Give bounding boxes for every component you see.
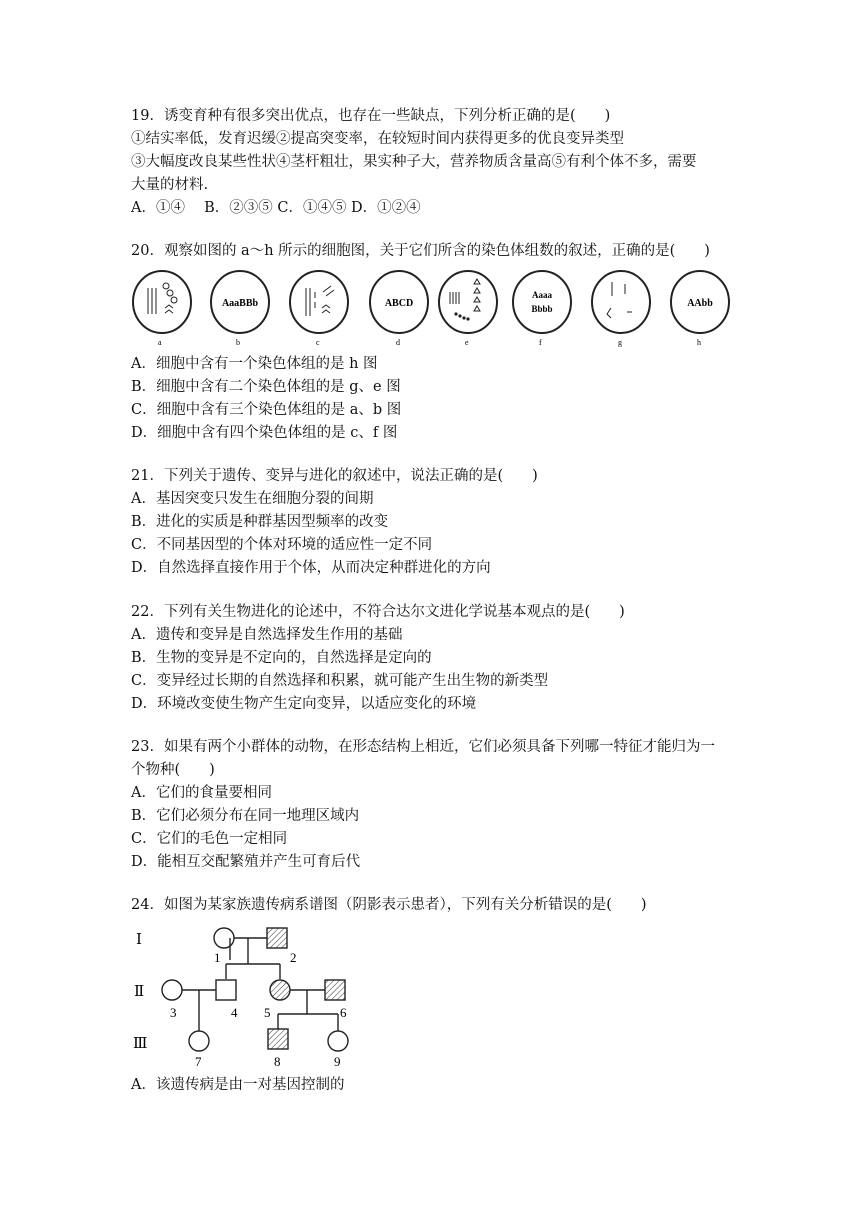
individual-label-3: 3 bbox=[170, 1005, 177, 1020]
q22-option-c: C．变异经过长期的自然选择和积累，就可能产生出生物的新类型 bbox=[131, 673, 549, 689]
cell-label-e: e bbox=[465, 338, 469, 347]
q21-stem: 21．下列关于遗传、变异与进化的叙述中，说法正确的是( ) bbox=[131, 468, 538, 484]
cell-content-f-2: Bbbb bbox=[531, 304, 553, 314]
cell-content-f-1: Aaaa bbox=[532, 290, 552, 300]
individual-label-1: 1 bbox=[214, 950, 221, 965]
q20-option-d: D．细胞中含有四个染色体组的是 c、f 图 bbox=[131, 425, 398, 441]
cell-content-h: AAbb bbox=[687, 298, 713, 309]
q20-option-c: C．细胞中含有三个染色体组的是 a、b 图 bbox=[131, 402, 402, 418]
individual-label-9: 9 bbox=[334, 1054, 341, 1069]
q23-option-c: C．它们的毛色一定相同 bbox=[131, 831, 288, 847]
cell-label-b: b bbox=[236, 338, 240, 347]
cell-label-d: d bbox=[396, 338, 400, 347]
q23-option-d: D．能相互交配繁殖并产生可育后代 bbox=[131, 854, 361, 870]
cell-content-b: AaaBBb bbox=[221, 298, 259, 309]
individual-4-male bbox=[216, 980, 236, 1000]
individual-5-female-affected bbox=[270, 980, 290, 1000]
q21-option-b: B．进化的实质是种群基因型频率的改变 bbox=[131, 514, 389, 530]
cell-c bbox=[290, 271, 348, 347]
q22-option-d: D．环境改变使生物产生定向变异，以适应变化的环境 bbox=[131, 696, 477, 712]
cell-e bbox=[439, 271, 497, 347]
q24-stem: 24．如图为某家族遗传病系谱图（阴影表示患者），下列有关分析错误的是( ) bbox=[131, 897, 647, 913]
q21-option-c: C．不同基因型的个体对环境的适应性一定不同 bbox=[131, 537, 433, 553]
q22-stem: 22．下列有关生物进化的论述中，不符合达尔文进化学说基本观点的是( ) bbox=[131, 604, 625, 620]
individual-6-male-affected bbox=[325, 980, 345, 1000]
individual-1-female bbox=[214, 928, 234, 948]
q21-option-d: D．自然选择直接作用于个体，从而决定种群进化的方向 bbox=[131, 560, 491, 576]
cell-label-f: f bbox=[539, 338, 542, 347]
individual-label-2: 2 bbox=[290, 950, 297, 965]
q19-line-1: ①结实率低，发育迟缓②提高突变率，在较短时间内获得更多的优良变异类型 bbox=[131, 131, 624, 147]
q19-line-3: 大量的材料. bbox=[131, 177, 209, 193]
q19-stem: 19．诱变育种有很多突出优点，也存在一些缺点，下列分析正确的是( ) bbox=[131, 108, 611, 124]
generation-label-3: Ⅲ bbox=[133, 1036, 148, 1052]
q24-option-a: A．该遗传病是由一对基因控制的 bbox=[131, 1077, 345, 1093]
q23-option-a: A．它们的食量要相同 bbox=[131, 785, 272, 801]
individual-3-female bbox=[162, 980, 182, 1000]
cell-label-g: g bbox=[618, 338, 622, 347]
q21-option-a: A．基因突变只发生在细胞分裂的间期 bbox=[131, 491, 374, 507]
q23-option-b: B．它们必须分布在同一地理区域内 bbox=[131, 808, 360, 824]
individual-label-8: 8 bbox=[274, 1054, 281, 1069]
cell-content-d: ABCD bbox=[384, 298, 414, 309]
q20-option-a: A．细胞中含有一个染色体组的是 h 图 bbox=[131, 356, 378, 372]
cell-h bbox=[671, 271, 729, 347]
generation-label-2: Ⅱ bbox=[134, 984, 145, 1000]
individual-label-7: 7 bbox=[195, 1054, 202, 1069]
individual-9-female bbox=[328, 1031, 348, 1051]
pedigree-chart bbox=[130, 918, 390, 1073]
q23-stem-line-1: 23．如果有两个小群体的动物，在形态结构上相近，它们必须具备下列哪一特征才能归为一 bbox=[131, 739, 715, 755]
cell-f bbox=[513, 271, 571, 347]
individual-label-5: 5 bbox=[264, 1005, 271, 1020]
q22-option-b: B．生物的变异是不定向的，自然选择是定向的 bbox=[131, 650, 432, 666]
cell-g bbox=[592, 271, 650, 347]
q20-stem: 20．观察如图的 a～h 所示的细胞图，关于它们所含的染色体组数的叙述，正确的是( ) bbox=[131, 243, 710, 259]
cell-label-h: h bbox=[697, 338, 701, 347]
q22-option-a: A．遗传和变异是自然选择发生作用的基础 bbox=[131, 627, 403, 643]
cell-figure bbox=[130, 268, 730, 348]
q20-option-b: B．细胞中含有二个染色体组的是 g、e 图 bbox=[131, 379, 401, 395]
cell-a bbox=[133, 271, 191, 347]
q19-line-2: ③大幅度改良某些性状④茎杆粗壮，果实种子大，营养物质含量高⑤有利个体不多，需要 bbox=[131, 154, 697, 170]
individual-2-male-affected bbox=[267, 928, 287, 948]
individual-label-6: 6 bbox=[340, 1005, 347, 1020]
cell-label-a: a bbox=[158, 338, 162, 347]
individual-7-female bbox=[189, 1031, 209, 1051]
cell-b bbox=[211, 271, 269, 347]
individual-8-male-affected bbox=[268, 1029, 288, 1049]
q19-options: A．①④ B．②③⑤ C．①④⑤ D．①②④ bbox=[131, 200, 421, 216]
q23-stem-line-2: 个物种( ) bbox=[131, 762, 215, 778]
cell-d bbox=[370, 271, 428, 347]
individual-label-4: 4 bbox=[231, 1005, 238, 1020]
cell-label-c: c bbox=[316, 338, 320, 347]
generation-label-1: Ⅰ bbox=[136, 932, 142, 948]
